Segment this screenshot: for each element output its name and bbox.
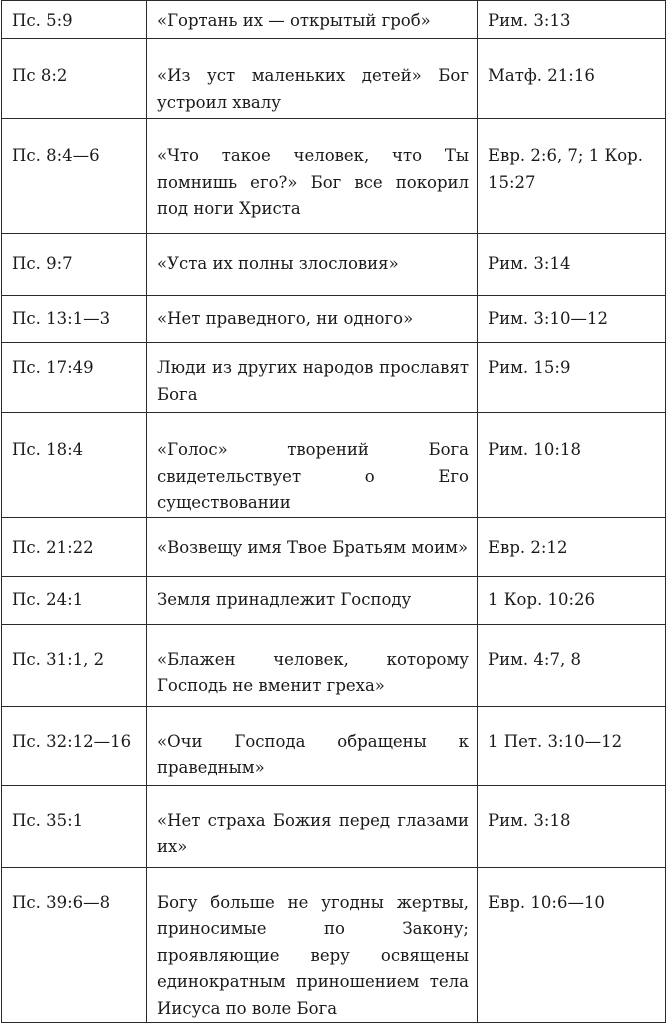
nt-ref-cell: Рим. 15:9 <box>478 343 666 413</box>
nt-ref-cell: Матф. 21:16 <box>478 39 666 119</box>
quote-cell: «Нет страха Божия перед глазами их» <box>147 785 478 867</box>
quote-cell: «Очи Господа обращены к праведным» <box>147 706 478 785</box>
quote-cell: «Нет праведного, ни одного» <box>147 296 478 343</box>
table-row <box>2 413 666 518</box>
psalm-ref-cell: Пс. 35:1 <box>2 785 147 867</box>
quote-cell: «Голос» творений Бога свидетельствует о Его существовании <box>147 413 478 518</box>
table-row <box>2 517 666 576</box>
nt-ref-cell: Рим. 10:18 <box>478 413 666 518</box>
psalm-reference-table <box>1 0 666 1023</box>
table-row <box>2 576 666 624</box>
table-row <box>2 39 666 119</box>
quote-cell: Богу больше не угодны жертвы, приносимые по Закону; проявляющие веру освящены единократным приношением тела Иисуса по воле Бога <box>147 867 478 1023</box>
quote-cell: «Уста их полны злословия» <box>147 234 478 296</box>
quote-cell: «Гортань их — открытый гроб» <box>147 1 478 39</box>
nt-ref-cell: Рим. 3:13 <box>478 1 666 39</box>
nt-ref-cell: Евр. 10:6—10 <box>478 867 666 1023</box>
quote-cell: «Из уст маленьких детей» Бог устроил хвалу <box>147 39 478 119</box>
psalm-ref-cell: Пс. 39:6—8 <box>2 867 147 1023</box>
table-row <box>2 119 666 234</box>
nt-ref-cell: 1 Кор. 10:26 <box>478 576 666 624</box>
psalm-ref-cell: Пс. 9:7 <box>2 234 147 296</box>
table-row <box>2 867 666 1023</box>
nt-ref-cell: Рим. 3:14 <box>478 234 666 296</box>
psalm-ref-cell: Пс. 8:4—6 <box>2 119 147 234</box>
table-row <box>2 706 666 785</box>
nt-ref-cell: Рим. 3:18 <box>478 785 666 867</box>
psalm-ref-cell: Пс 8:2 <box>2 39 147 119</box>
nt-ref-cell: Рим. 3:10—12 <box>478 296 666 343</box>
quote-cell: «Блажен человек, которому Господь не вменит греха» <box>147 624 478 706</box>
quote-cell: «Возвещу имя Твое Братьям моим» <box>147 517 478 576</box>
psalm-ref-cell: Пс. 24:1 <box>2 576 147 624</box>
quote-cell: «Что такое человек, что Ты помнишь его?» Бог все покорил под ноги Христа <box>147 119 478 234</box>
psalm-ref-cell: Пс. 5:9 <box>2 1 147 39</box>
nt-ref-cell: Рим. 4:7, 8 <box>478 624 666 706</box>
nt-ref-cell: Евр. 2:6, 7; 1 Кор. 15:27 <box>478 119 666 234</box>
psalm-ref-cell: Пс. 32:12—16 <box>2 706 147 785</box>
psalm-ref-cell: Пс. 21:22 <box>2 517 147 576</box>
table-row <box>2 234 666 296</box>
quote-cell: Люди из других народов прославят Бога <box>147 343 478 413</box>
table-row <box>2 1 666 39</box>
nt-ref-cell: 1 Пет. 3:10—12 <box>478 706 666 785</box>
psalm-ref-cell: Пс. 31:1, 2 <box>2 624 147 706</box>
nt-ref-cell: Евр. 2:12 <box>478 517 666 576</box>
psalm-ref-cell: Пс. 17:49 <box>2 343 147 413</box>
table-row <box>2 624 666 706</box>
psalm-ref-cell: Пс. 13:1—3 <box>2 296 147 343</box>
psalm-ref-cell: Пс. 18:4 <box>2 413 147 518</box>
quote-cell: Земля принадлежит Господу <box>147 576 478 624</box>
table-row <box>2 785 666 867</box>
table-row <box>2 296 666 343</box>
table-row <box>2 343 666 413</box>
